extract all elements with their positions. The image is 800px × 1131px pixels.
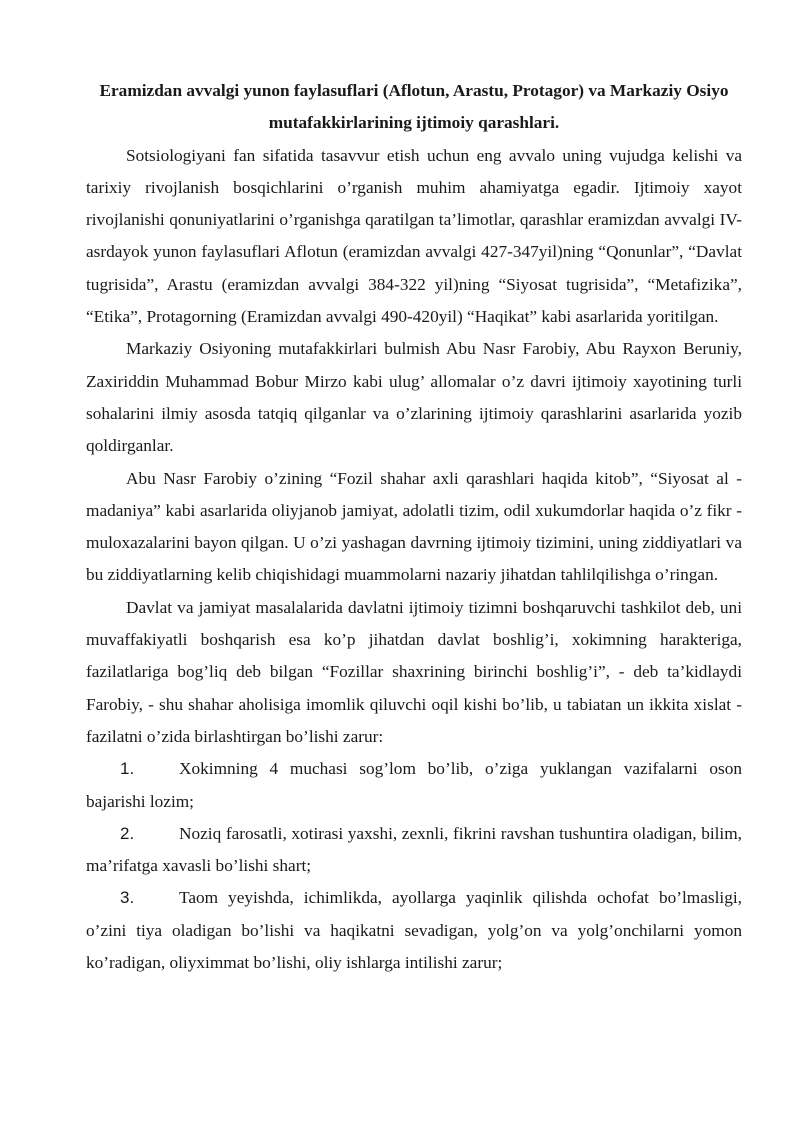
document-page: [86, 75, 742, 979]
paragraph-farobiy: Abu Nasr Farobiy o’zining “Fozil shahar axli qarashlari haqida kitob”, “Siyosat al - madaniya” kabi asarlarida oliyjanob jamiyat, adolatli tizim, odil xukumdorlar haqida o’z fikr -muloxazalarini bayon qilgan. U o’zi yashagan davrning ijtimoiy tizimini, uning ziddiyatlari va bu ziddiyatlarning kelib chiqishidagi muammolarni nazariy jihatdan tahlilqilishga o’ringan.: [86, 468, 742, 585]
list-number: 1.: [120, 759, 135, 779]
list-number: 3.: [120, 888, 135, 908]
list-text: Taom yeyishda, ichimlikda, ayollarga yaqinlik qilishda ochofat bo’lmasligi, o’zini tiya oladigan bo’lishi va haqikatni sevadigan, yolg’on va yolg’onchilarni yomon ko’radigan, oliyximmat bo’lishi, oliy ishlarga intilishi zarur;: [86, 888, 742, 973]
paragraph-intro: Sotsiologiyani fan sifatida tasavvur etish uchun eng avvalo uning vujudga kelishi va tarixiy rivojlanish bosqichlarini o’rganish muhim ahamiyatga egadir. Ijtimoiy xayot rivojlanishi qonuniyatlarini o’rganishga qaratilgan ta’limotlar, qarashlar eramizdan avvalgi IV-asrdayok yunon faylasuflari Aflotun (eramizdan avvalgi 427-347yil)ning “Qonunlar”, “Davlat tugrisida”, Arastu (eramizdan avvalgi 384-322 yil)ning “Siyosat tugrisida”, “Metafizika”, “Etika”, Protagorning (Eramizdan avvalgi 490-420yil) “Haqikat” kabi asarlarida yoritilgan.: [86, 145, 742, 327]
list-item: [86, 818, 742, 883]
list-item: [86, 882, 742, 979]
list-text: Xokimning 4 muchasi sog’lom bo’lib, o’ziga yuklangan vazifalarni oson bajarishi lozim;: [86, 759, 742, 811]
paragraph-central-asia: Markaziy Osiyoning mutafakkirlari bulmish Abu Nasr Farobiy, Abu Rayxon Beruniy, Zaxiriddin Muhammad Bobur Mirzo kabi ulug’ allomalar o’z davri ijtimoiy xayotining turli sohalarini ilmiy asosda tatqiq qilganlar va o’zlarining ijtimoiy qarashlarini asarlarida yozib qoldirganlar.: [86, 339, 742, 456]
list-text: Noziq farosatli, xotirasi yaxshi, zexnli, fikrini ravshan tushuntira oladigan, bilim, ma’rifatga xavasli bo’lishi shart;: [86, 823, 742, 876]
paragraph-state: Davlat va jamiyat masalalarida davlatni ijtimoiy tizimni boshqaruvchi tashkilot deb, uni muvaffakiyatli boshqarish esa ko’p jihatdan davlat boshlig’i, xokimning harakteriga, fazilatlariga bog’liq deb bilgan “Fozillar shaxrining birinchi boshlig’i”, - deb ta’kidlaydi Farobiy, - shu shahar aholisiga imomlik qiluvchi oqil kishi bo’lib, u tabiatan un ikkita xislat - fazilatni o’zida birlashtirgan bo’lishi zarur:: [86, 597, 742, 746]
list-item: [86, 753, 742, 818]
list-number: 2.: [120, 823, 135, 843]
document-title: Eramizdan avvalgi yunon faylasuflari (Aflotun, Arastu, Protagor) va Markaziy Osiyo mutafakkirlarining ijtimoiy qarashlari.: [99, 81, 729, 133]
